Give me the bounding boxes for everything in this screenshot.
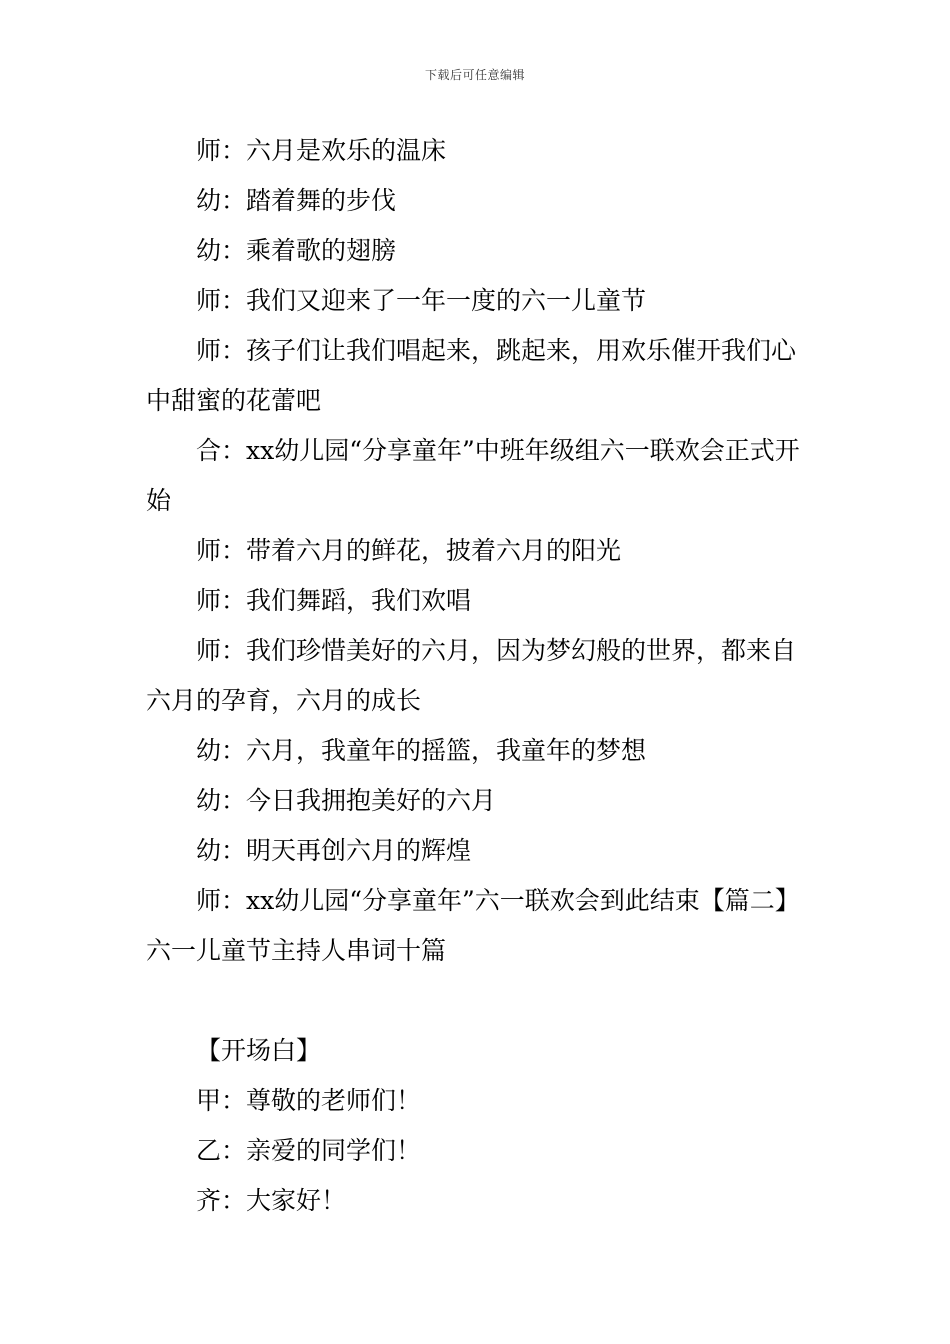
paragraph: 幼：乘着歌的翅膀 <box>196 236 397 265</box>
paragraph: 幼：踏着舞的步伐 <box>196 186 397 215</box>
paragraph: 师：xx幼儿园“分享童年”六一联欢会到此结束【篇二】六一儿童节主持人串词十篇 <box>146 886 800 965</box>
section-title: 【开场白】 <box>196 1036 322 1065</box>
paragraph: 合：xx幼儿园“分享童年”中班年级组六一联欢会正式开始 <box>146 436 800 515</box>
page-header-note: 下载后可任意编辑 <box>424 68 525 82</box>
paragraph: 幼：今日我拥抱美好的六月 <box>196 786 497 815</box>
paragraph: 甲：尊敬的老师们！ <box>196 1086 422 1115</box>
blank-line <box>146 976 810 1026</box>
paragraph: 师：带着六月的鲜花，披着六月的阳光 <box>196 536 622 565</box>
paragraph: 乙：亲爱的同学们！ <box>196 1136 422 1165</box>
document-body <box>146 126 810 1226</box>
paragraph: 师：孩子们让我们唱起来，跳起来，用欢乐催开我们心中甜蜜的花蕾吧 <box>146 336 797 415</box>
paragraph: 齐：大家好！ <box>196 1186 347 1215</box>
paragraph: 师：我们珍惜美好的六月，因为梦幻般的世界，都来自六月的孕育，六月的成长 <box>146 636 797 715</box>
paragraph: 师：我们舞蹈，我们欢唱 <box>196 586 472 615</box>
paragraph: 师：我们又迎来了一年一度的六一儿童节 <box>196 286 647 315</box>
paragraph: 师：六月是欢乐的温床 <box>196 136 447 165</box>
paragraph: 幼：六月，我童年的摇篮，我童年的梦想 <box>196 736 647 765</box>
paragraph: 幼：明天再创六月的辉煌 <box>196 836 472 865</box>
